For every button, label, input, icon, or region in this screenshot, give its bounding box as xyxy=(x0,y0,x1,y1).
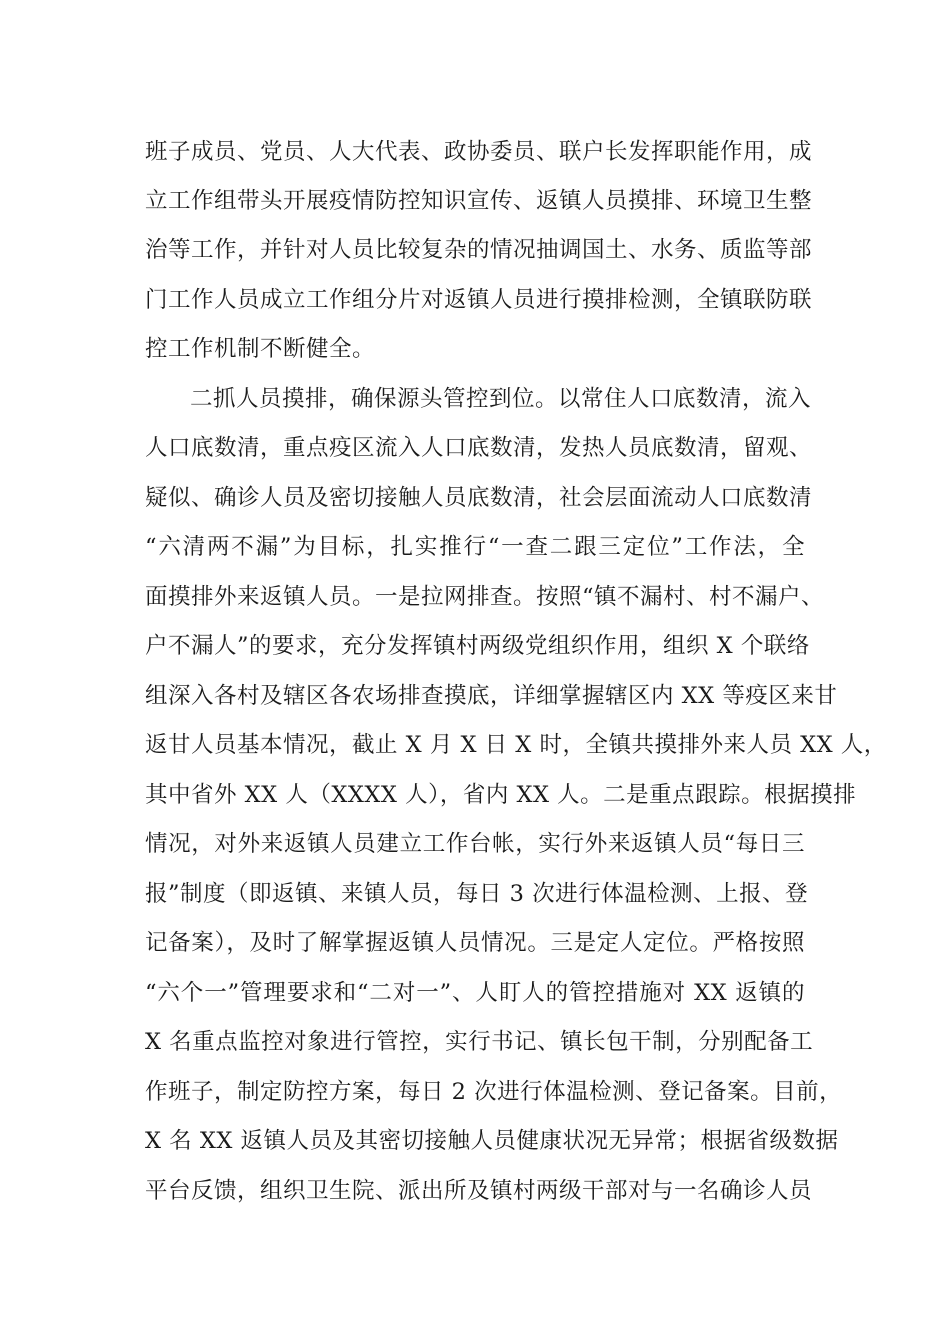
paragraph-2-line-15: 作班子，制定防控方案，每日 2 次进行体温检测、登记备案。目前， xyxy=(145,1079,843,1105)
paragraph-1-line-1: 班子成员、党员、人大代表、政协委员、联户长发挥职能作用，成 xyxy=(145,139,813,165)
paragraph-2-line-7: 组深入各村及辖区各农场排查摸底，详细掌握辖区内 XX 等疫区来甘 xyxy=(145,683,838,709)
paragraph-2-line-3: 疑似、确诊人员及密切接触人员底数清，社会层面流动人口底数清 xyxy=(145,485,813,511)
paragraph-2-line-5: 面摸排外来返镇人员。一是拉网排查。按照“镇不漏村、村不漏户、 xyxy=(145,584,825,610)
paragraph-2-line-17: 平台反馈，组织卫生院、派出所及镇村两级干部对与一名确诊人员 xyxy=(145,1178,813,1204)
paragraph-1-line-3: 治等工作，并针对人员比较复杂的情况抽调国土、水务、质监等部 xyxy=(145,237,813,263)
paragraph-1-line-2: 立工作组带头开展疫情防控知识宣传、返镇人员摸排、环境卫生整 xyxy=(145,188,813,214)
paragraph-2-line-11: 报”制度（即返镇、来镇人员，每日 3 次进行体温检测、上报、登 xyxy=(145,881,809,907)
paragraph-2-line-16: X 名 XX 返镇人员及其密切接触人员健康状况无异常；根据省级数据 xyxy=(145,1128,839,1154)
paragraph-1-line-5: 控工作机制不断健全。 xyxy=(145,336,376,362)
paragraph-2-line-13: “六个一”管理要求和“二对一”、人盯人的管控措施对 XX 返镇的 xyxy=(145,980,805,1006)
paragraph-2-line-10: 情况，对外来返镇人员建立工作台帐，实行外来返镇人员“每日三 xyxy=(145,831,805,857)
paragraph-2-line-6: 户不漏人”的要求，充分发挥镇村两级党组织作用，组织 X 个联络 xyxy=(145,633,810,659)
paragraph-2-line-8: 返甘人员基本情况，截止 X 月 X 日 X 时，全镇共摸排外来人员 XX 人， xyxy=(145,732,887,758)
paragraph-1-line-4: 门工作人员成立工作组分片对返镇人员进行摸排检测，全镇联防联 xyxy=(145,287,813,313)
paragraph-2-line-9: 其中省外 XX 人（XXXX 人），省内 XX 人。二是重点跟踪。根据摸排 xyxy=(145,782,857,808)
paragraph-2-line-14: X 名重点监控对象进行管控，实行书记、镇长包干制，分别配备工 xyxy=(145,1029,814,1055)
paragraph-2-line-2: 人口底数清，重点疫区流入人口底数清，发热人员底数清，留观、 xyxy=(145,435,813,461)
paragraph-2-line-4: “六清两不漏”为目标，扎实推行“一查二跟三定位”工作法，全 xyxy=(145,534,805,560)
paragraph-2-line-1: 二抓人员摸排，确保源头管控到位。以常住人口底数清，流入 xyxy=(190,386,812,412)
paragraph-2-line-12: 记备案），及时了解掌握返镇人员情况。三是定人定位。严格按照 xyxy=(145,930,805,956)
